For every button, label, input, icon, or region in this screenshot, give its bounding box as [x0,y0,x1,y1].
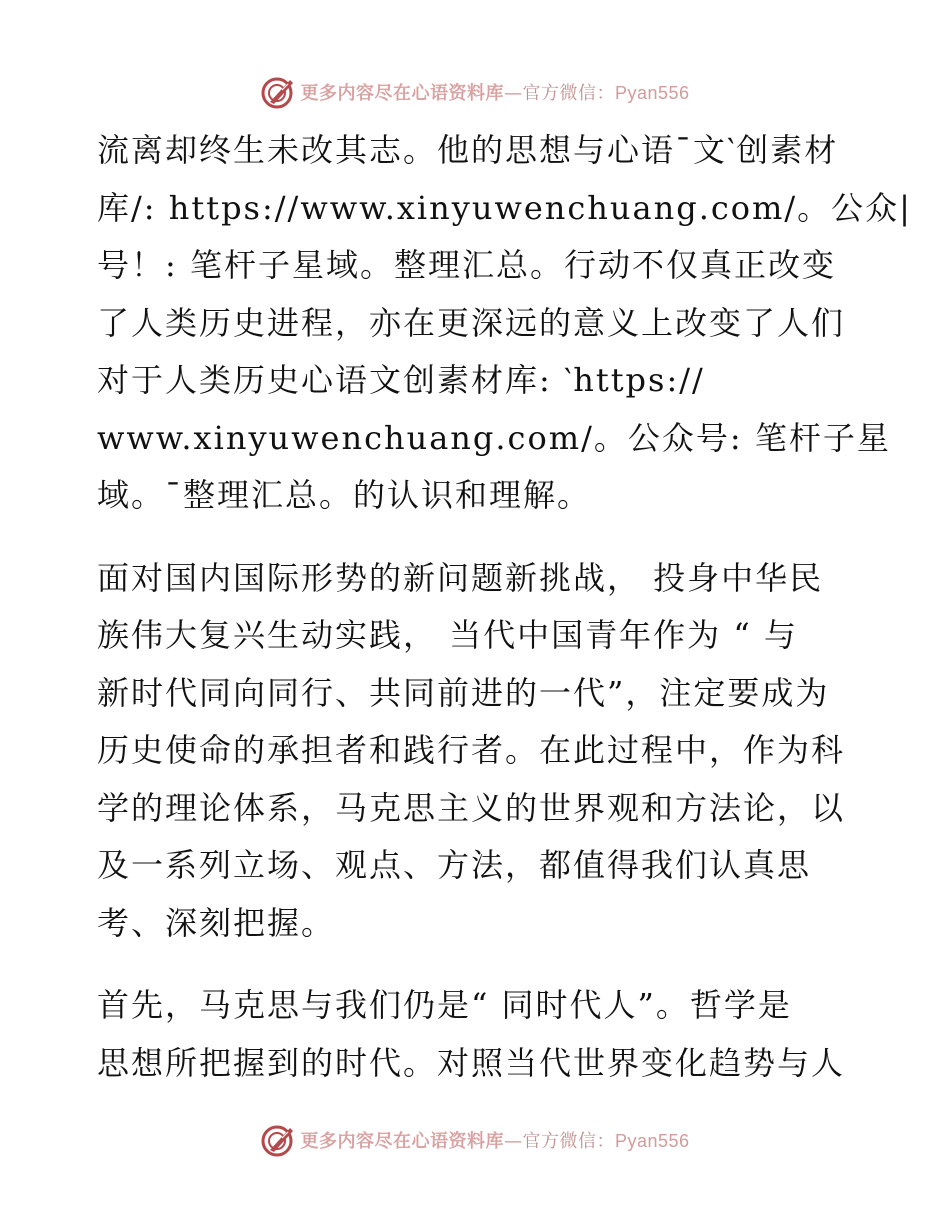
footer-banner-id: Pyan556 [614,1131,690,1151]
quill-logo-icon [260,74,296,110]
paragraph-line: 域。¯整理汇总。的认识和理解。 [97,476,592,514]
header-banner-text [300,79,689,105]
paragraph-line: 及一系列立场、观点、方法，都值得我们认真思 [97,846,812,884]
paragraph-line: www.xinyuwenchuang.com/。公众号: 笔杆子星 [97,418,891,457]
paragraph-line: 思想所把握到的时代。对照当代世界变化趋势与人 [97,1043,846,1082]
footer-banner-dash: — [503,1131,523,1152]
paragraph-line: 学的理论体系，马克思主义的世界观和方法论，以 [97,788,846,827]
footer-banner-main: 更多内容尽在心语资料库 [300,1131,504,1152]
paragraph-line: 库/: https://www.xinyuwenchuang.com/。公众| [97,188,912,227]
paragraph-3 [97,977,857,1092]
header-banner [0,72,950,112]
paragraph-line: 了人类历史进程，亦在更深远的意义上改变了人们 [97,303,846,342]
paragraph-line: 新时代同向同行、共同前进的一代”，注定要成为 [97,673,830,712]
paragraph-line: 流离却终生未改其志。他的思想与心语¯文‵创素材 [97,131,839,169]
footer-banner-wechat: 官方微信： [522,1131,615,1152]
paragraph-line: 考、深刻把握。 [97,903,336,942]
paragraph-line: 族伟大复兴生动实践， 当代中国青年作为 “ 与 [97,616,798,654]
document-body [97,122,912,1092]
header-banner-wechat: 官方微信： [522,83,615,104]
paragraph-1 [97,122,912,525]
paragraph-line: 首先，马克思与我们仍是“ 同时代人”。哲学是 [97,986,792,1024]
quill-logo-icon [260,1122,296,1158]
header-banner-main: 更多内容尽在心语资料库 [300,83,504,104]
paragraph-line: 对于人类历史心语文创素材库: ‵https:// [97,361,705,399]
header-banner-dash: — [503,83,523,104]
paragraph-2 [97,550,857,953]
paragraph-line: 号！: 笔杆子星域。整理汇总。行动不仅真正改变 [97,246,836,284]
paragraph-line: 面对国内国际形势的新问题新挑战， 投身中华民 [97,558,824,597]
paragraph-line: 历史使命的承担者和践行者。在此过程中，作为科 [97,731,846,769]
footer-banner [0,1120,950,1160]
footer-banner-text [300,1127,689,1153]
header-banner-id: Pyan556 [614,83,690,103]
